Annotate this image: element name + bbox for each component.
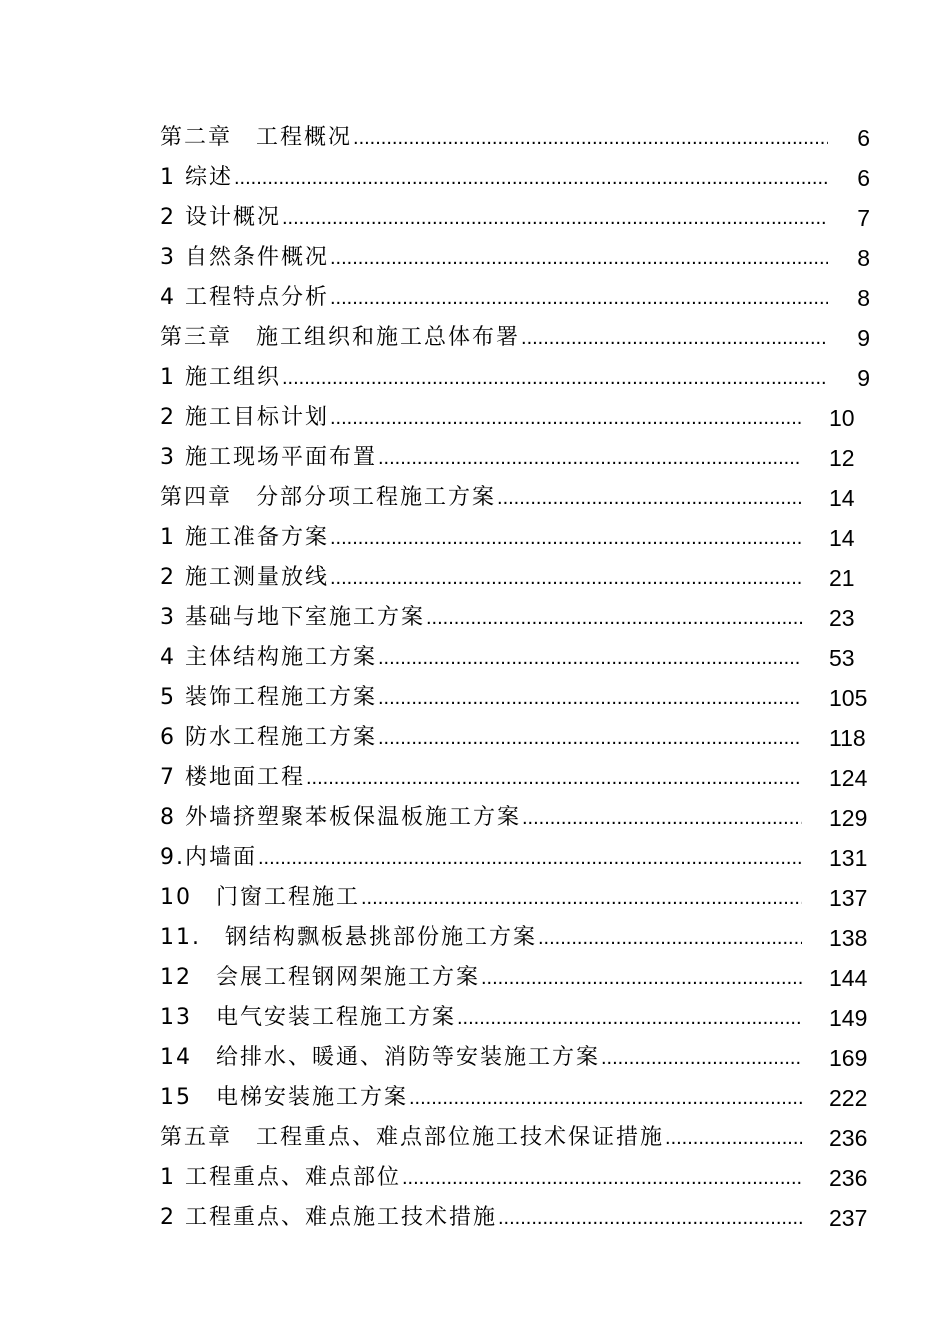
toc-entry-title: 第二章 工程概况 <box>160 125 353 150</box>
toc-leader-dots <box>402 1158 802 1198</box>
toc-entry-title: 第三章 施工组织和施工总体布署 <box>160 325 521 350</box>
toc-entry-title: 1 综述 <box>160 165 233 190</box>
toc-entry-page: 237 <box>829 1205 868 1231</box>
toc-leader-dots <box>353 118 828 158</box>
toc-entry-title: 2 施工目标计划 <box>160 405 329 430</box>
toc-entry-page: 131 <box>829 845 868 871</box>
toc-entry[interactable] <box>160 158 880 198</box>
toc-entry-page: 236 <box>829 1125 868 1151</box>
toc-entry-page: 14 <box>829 485 855 511</box>
toc-entry-page: 8 <box>857 245 870 271</box>
toc-entry[interactable] <box>160 318 880 358</box>
toc-entry[interactable] <box>160 1038 880 1078</box>
toc-entry-page: 169 <box>829 1045 868 1071</box>
toc-entry-page: 105 <box>829 685 868 711</box>
toc-entry-title: 9.内墙面 <box>160 845 257 870</box>
toc-entry[interactable] <box>160 358 880 398</box>
toc-entry-title: 15 电梯安装施工方案 <box>160 1085 408 1110</box>
toc-entry[interactable] <box>160 278 880 318</box>
toc-leader-dots <box>601 1038 802 1078</box>
toc-leader-dots <box>330 398 802 438</box>
toc-leader-dots <box>330 518 802 558</box>
toc-entry-page: 10 <box>829 405 855 431</box>
toc-leader-dots <box>497 478 802 518</box>
toc-leader-dots <box>426 598 802 638</box>
toc-entry[interactable] <box>160 678 880 718</box>
toc-entry[interactable] <box>160 998 880 1038</box>
toc-leader-dots <box>282 358 828 398</box>
toc-entry-title: 11. 钢结构飘板悬挑部份施工方案 <box>160 925 537 950</box>
toc-leader-dots <box>538 918 802 958</box>
toc-entry-page: 14 <box>829 525 855 551</box>
toc-entry[interactable] <box>160 518 880 558</box>
toc-entry-title: 5 装饰工程施工方案 <box>160 685 377 710</box>
toc-leader-dots <box>498 1198 802 1238</box>
toc-entry-page: 236 <box>829 1165 868 1191</box>
toc-entry-title: 12 会展工程钢网架施工方案 <box>160 965 480 990</box>
toc-entry-title: 8 外墙挤塑聚苯板保温板施工方案 <box>160 805 521 830</box>
toc-entry-title: 1 施工组织 <box>160 365 281 390</box>
toc-leader-dots <box>522 798 802 838</box>
toc-entry[interactable] <box>160 878 880 918</box>
toc-leader-dots <box>258 838 802 878</box>
toc-entry-title: 第四章 分部分项工程施工方案 <box>160 485 497 510</box>
toc-entry-page: 118 <box>829 725 866 751</box>
toc-entry-page: 138 <box>829 925 868 951</box>
toc-entry[interactable] <box>160 1078 880 1118</box>
toc-entry[interactable] <box>160 798 880 838</box>
toc-entry[interactable] <box>160 118 880 158</box>
toc-entry-page: 12 <box>829 445 855 471</box>
toc-entry-page: 23 <box>829 605 855 631</box>
toc-leader-dots <box>330 238 828 278</box>
toc-entry[interactable] <box>160 478 880 518</box>
toc-leader-dots <box>378 438 802 478</box>
toc-entry[interactable] <box>160 558 880 598</box>
toc-entry-title: 4 工程特点分析 <box>160 285 329 310</box>
toc-entry-page: 149 <box>829 1005 868 1031</box>
toc-entry-page: 129 <box>829 805 868 831</box>
toc-entry-title: 3 基础与地下室施工方案 <box>160 605 425 630</box>
toc-entry[interactable] <box>160 758 880 798</box>
toc-entry-page: 6 <box>857 165 870 191</box>
toc-entry-title: 13 电气安装工程施工方案 <box>160 1005 456 1030</box>
toc-leader-dots <box>282 198 828 238</box>
toc-entry[interactable] <box>160 838 880 878</box>
toc-leader-dots <box>457 998 802 1038</box>
toc-entry[interactable] <box>160 438 880 478</box>
toc-entry-title: 2 施工测量放线 <box>160 565 329 590</box>
toc-entry-page: 7 <box>857 205 870 231</box>
toc-entry-page: 9 <box>857 325 870 351</box>
toc-leader-dots <box>521 318 828 358</box>
toc-entry-title: 2 设计概况 <box>160 205 281 230</box>
toc-entry-page: 53 <box>829 645 855 671</box>
toc-entry[interactable] <box>160 958 880 998</box>
toc-entry-title: 3 自然条件概况 <box>160 245 329 270</box>
table-of-contents <box>160 118 880 1238</box>
toc-entry-title: 3 施工现场平面布置 <box>160 445 377 470</box>
toc-entry-title: 第五章 工程重点、难点部位施工技术保证措施 <box>160 1125 665 1150</box>
toc-leader-dots <box>361 878 802 918</box>
toc-entry-title: 7 楼地面工程 <box>160 765 305 790</box>
toc-leader-dots <box>330 278 828 318</box>
toc-leader-dots <box>306 758 802 798</box>
toc-entry[interactable] <box>160 718 880 758</box>
toc-entry-page: 6 <box>857 125 870 151</box>
toc-entry-title: 10 门窗工程施工 <box>160 885 360 910</box>
toc-entry-page: 21 <box>829 565 855 591</box>
toc-entry-page: 8 <box>857 285 870 311</box>
toc-entry-page: 137 <box>829 885 868 911</box>
toc-entry[interactable] <box>160 1198 880 1238</box>
toc-entry[interactable] <box>160 1118 880 1158</box>
toc-entry[interactable] <box>160 238 880 278</box>
toc-leader-dots <box>378 678 802 718</box>
toc-leader-dots <box>481 958 802 998</box>
toc-entry-title: 1 施工准备方案 <box>160 525 329 550</box>
toc-entry-title: 1 工程重点、难点部位 <box>160 1165 401 1190</box>
toc-leader-dots <box>409 1078 802 1118</box>
toc-entry-page: 144 <box>829 965 868 991</box>
toc-entry-page: 9 <box>857 365 870 391</box>
toc-entry-title: 6 防水工程施工方案 <box>160 725 377 750</box>
toc-entry-page: 124 <box>829 765 868 791</box>
toc-entry[interactable] <box>160 918 880 958</box>
toc-leader-dots <box>378 718 802 758</box>
toc-entry[interactable] <box>160 1158 880 1198</box>
toc-entry[interactable] <box>160 198 880 238</box>
toc-leader-dots <box>378 638 802 678</box>
toc-entry-title: 4 主体结构施工方案 <box>160 645 377 670</box>
toc-entry-title: 14 给排水、暖通、消防等安装施工方案 <box>160 1045 600 1070</box>
toc-entry[interactable] <box>160 638 880 678</box>
toc-entry-title: 2 工程重点、难点施工技术措施 <box>160 1205 497 1230</box>
toc-entry[interactable] <box>160 398 880 438</box>
toc-entry-page: 222 <box>829 1085 868 1111</box>
toc-entry[interactable] <box>160 598 880 638</box>
toc-leader-dots <box>665 1118 802 1158</box>
toc-leader-dots <box>330 558 802 598</box>
toc-leader-dots <box>234 158 828 198</box>
